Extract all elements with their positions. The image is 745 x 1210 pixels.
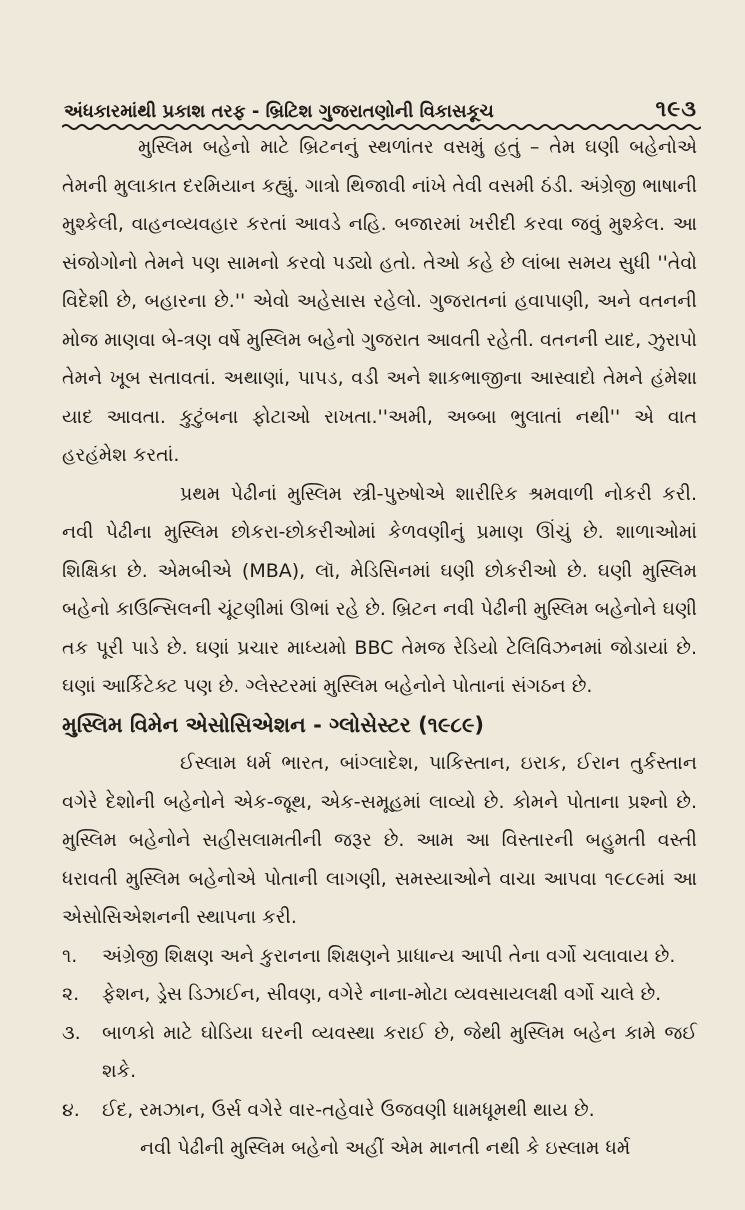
list-item — [62, 975, 697, 1014]
list-number: ૨. — [62, 983, 80, 1005]
page-number: ૧૯૩ — [655, 97, 697, 122]
list-item — [62, 1091, 697, 1130]
list-number: ૧. — [62, 944, 78, 967]
running-title: અંધકારમાંથી પ્રકાશ તરફ - બ્રિટિશ ગુજરાતણોની વિકાસકૂચ — [64, 101, 494, 122]
activities-list — [62, 937, 697, 1130]
list-number: ૩. — [62, 1021, 81, 1044]
body-text — [62, 128, 697, 1168]
list-text: ઈદ, રમઝાન, ઉર્સ વગેરે વાર-તહેવારે ઉજવણી ધામધૂમથી થાય છે. — [102, 1098, 595, 1121]
section-heading: મુસ્લિમ વિમેન એસોસિએશન - ગ્લોસેસ્ટર (૧૯૮૯) — [62, 712, 484, 737]
list-item — [62, 937, 697, 976]
running-head — [64, 82, 697, 122]
paragraph-association: ઈસ્લામ ધર્મ ભારત, બાંગ્લાદેશ, પાકિસ્તાન, ઇરાક, ઈરાન તુર્કસ્તાન વગેરે દેશોની બહેનોને એક-જૂથ, એક-સમૂહમાં લાવ્યો છે. કોમને પોતાના પ્રશ્નો છે. મુસ્લિમ બહેનોને સહીસલામતીની જરૂર છે. આમ આ વિસ્તારની બહુમતી વસ્તી ધરાવતી મુસ્લિમ બહેનોએ પોતાની લાગણી, સમસ્યાઓને વાચા આપવા ૧૯૮૯માં આ એસોસિએશનની સ્થાપના કરી. — [62, 752, 697, 928]
paragraph-new-generation: પ્રથમ પેઢીનાં મુસ્લિમ સ્ત્રી-પુરુષોએ શારીરિક શ્રમવાળી નોકરી કરી. નવી પેઢીના મુસ્લિમ છોકરા-છોકરીઓમાં કેળવણીનું પ્રમાણ ઊંચું છે. શાળાઓમાં શિક્ષિકા છે. એમબીએ (MBA), લૉ, મેડિસિનમાં ઘણી છોકરીઓ છે. ઘણી મુસ્લિમ બહેનો કાઉન્સિલની ચૂંટણીમાં ઊભાં રહે છે. બ્રિટન નવી પેઢીની મુસ્લિમ બહેનોને ઘણી તક પૂરી પાડે છે. ઘણાં પ્રચાર માધ્યમો BBC તેમજ રેડિયો ટેલિવિઝનમાં જોડાયાં છે. ઘણાં આર્કિટેક્ટ પણ છે. ગ્લેસ્ટરમાં મુસ્લિમ બહેનોને પોતાનાં સંગઠન છે. — [62, 482, 697, 697]
list-text: અંગ્રેજી શિક્ષણ અને કુરાનના શિક્ષણને પ્રાધાન્ય આપી તેના વર્ગો ચલાવાય છે. — [102, 944, 676, 967]
list-item — [62, 1014, 697, 1091]
list-text: બાળકો માટે ઘોડિયા ઘરની વ્યવસ્થા કરાઈ છે, જેથી મુસ્લિમ બહેન કામે જઈ શકે. — [102, 1021, 697, 1082]
list-text: ફેશન, ડ્રેસ ડિઝાઈન, સીવણ, વગેરે નાના-મોટા વ્યવસાયલક્ષી વર્ગો ચાલે છે. — [102, 983, 662, 1005]
paragraph-migration: મુસ્લિમ બહેનો માટે બ્રિટનનું સ્થળાંતર વસમું હતું – તેમ ઘણી બહેનોએ તેમની મુલાકાત દરમિયાન કહ્યું. ગાત્રો થિજાવી નાંખે તેવી વસમી ઠંડી. અંગ્રેજી ભાષાની મુશ્કેલી, વાહનવ્યવહાર કરતાં આવડે નહિ. બજારમાં ખરીદી કરવા જવું મુશ્કેલ. આ સંજોગોનો તેમને પણ સામનો કરવો પડ્યો હતો. તેઓ કહે છે લાંબા સમય સુધી ''તેવો વિદેશી છે, બહારના છે.'' એવો અહેસાસ રહેલો. ગુજરાતનાં હવાપાણી, અને વતનની મોજ માણવા બે-ત્રણ વર્ષે મુસ્લિમ બહેનો ગુજરાત આવતી રહેતી. વતનની યાદ, ઝુરાપો તેમને ખૂબ સતાવતાં. અથાણાં, પાપડ, વડી અને શાકભાજીના આસ્વાદો તેમને હંમેશા યાદ આવતા. કુટુંબના ફોટાઓ રાખતા.''અમી, અબ્બા ભુલાતાં નથી'' એ વાત હરહંમેશ કરતાં. — [62, 136, 697, 466]
paragraph-continued: નવી પેઢીની મુસ્લિમ બહેનો અહીં એમ માનતી નથી કે ઇસ્લામ ધર્મ — [140, 1137, 631, 1159]
list-number: ૪. — [62, 1098, 80, 1121]
